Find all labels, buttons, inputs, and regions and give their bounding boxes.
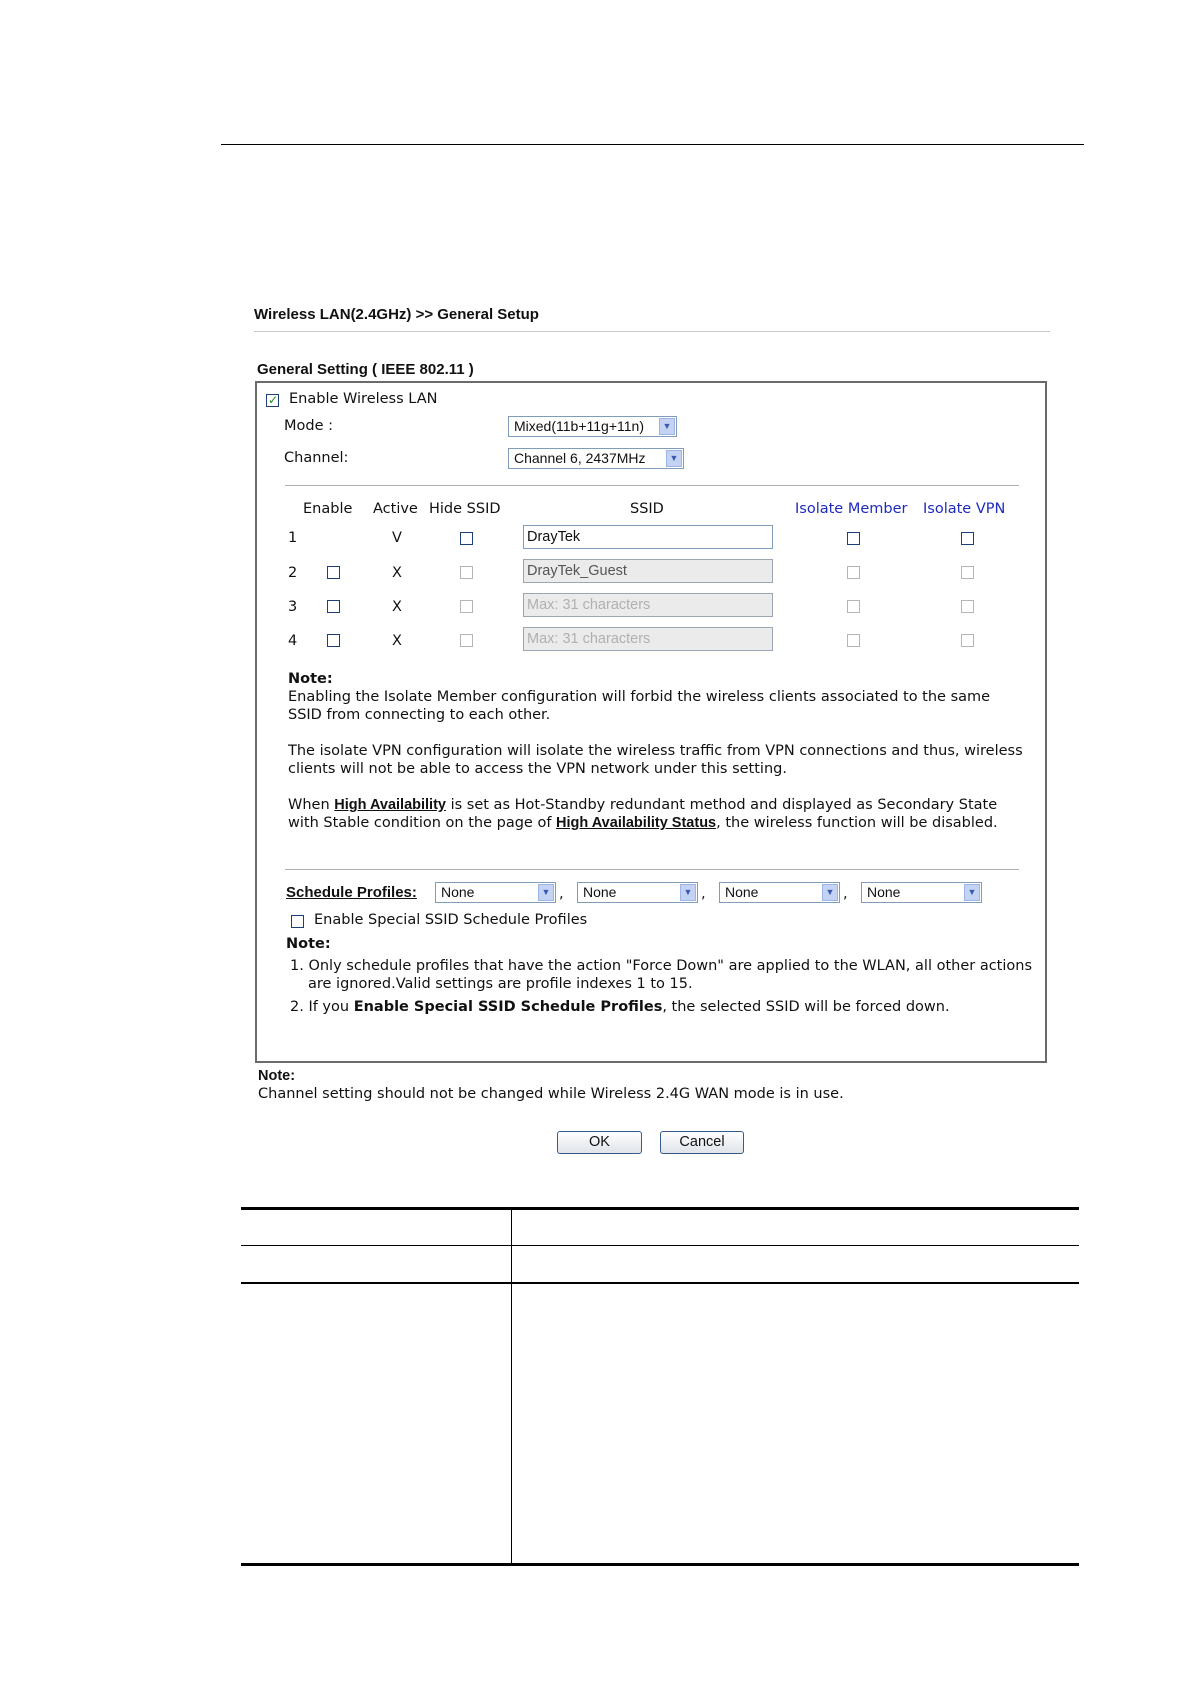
note-text: is set as Hot-Standby redundant method and displayed as Secondary State with Stable condition on the page of (288, 797, 998, 831)
enable-ssid-checkbox-4[interactable] (327, 632, 340, 645)
header-ssid: SSID (630, 501, 664, 517)
isolate-vpn-checkbox-3[interactable] (961, 598, 974, 611)
note-isolate-member: Enabling the Isolate Member configuration will forbid the wireless clients associated to the same SSID from connecting to each other. (288, 689, 991, 723)
schedule-profile-value: None (441, 884, 475, 900)
chevron-down-icon: ▼ (666, 450, 682, 467)
check-icon (266, 394, 279, 407)
page-title: Wireless LAN(2.4GHz) >> General Setup (254, 306, 539, 323)
isolate-vpn-checkbox-4[interactable] (961, 632, 974, 645)
divider (285, 485, 1019, 486)
ssid-row-index: 4 (288, 633, 298, 649)
chevron-down-icon: ▼ (659, 418, 675, 435)
ssid-input-2[interactable]: DrayTek_Guest (523, 559, 773, 583)
ssid-row-active: X (392, 633, 402, 649)
header-isolate-vpn: Isolate VPN (923, 501, 1006, 517)
schedule-profile-value: None (725, 884, 759, 900)
schedule-note-label: Note: (286, 936, 331, 952)
note-text: , the selected SSID will be forced down. (662, 999, 950, 1015)
isolate-vpn-checkbox-2[interactable] (961, 564, 974, 577)
section-caption: General Setting ( IEEE 802.11 ) (257, 361, 474, 378)
table-column-divider (511, 1207, 512, 1566)
table-row-rule (241, 1282, 1079, 1284)
enable-special-ssid-schedule-checkbox[interactable] (291, 913, 304, 926)
separator: , (559, 886, 564, 902)
bottom-note-label: Note: (258, 1068, 296, 1084)
enable-ssid-checkbox-2[interactable] (327, 564, 340, 577)
document-header-rule (221, 144, 1084, 145)
bottom-note-text: Channel setting should not be changed while Wireless 2.4G WAN mode is in use. (258, 1086, 844, 1102)
ssid-row-index: 1 (288, 530, 298, 546)
table-bottom-rule (241, 1563, 1079, 1566)
schedule-note-item-1: 1. Only schedule profiles that have the action "Force Down" are applied to the WLAN, all other actions are ignored.Valid settings are profile indexes 1 to 15. (290, 958, 1033, 992)
chevron-down-icon: ▼ (822, 884, 838, 901)
channel-select-value: Channel 6, 2437MHz (514, 450, 646, 466)
hide-ssid-checkbox-2[interactable] (460, 564, 473, 577)
header-active: Active (373, 501, 418, 517)
ssid-row-active: V (392, 530, 402, 546)
note-high-availability (288, 796, 1028, 832)
schedule-profile-select-1[interactable] (435, 882, 556, 903)
ssid-row-index: 2 (288, 565, 298, 581)
header-hide-ssid: Hide SSID (429, 501, 501, 517)
schedule-profile-select-3[interactable] (719, 882, 840, 903)
ssid-row-active: X (392, 599, 402, 615)
hide-ssid-checkbox-3[interactable] (460, 598, 473, 611)
header-isolate-member: Isolate Member (795, 501, 908, 517)
schedule-profile-value: None (583, 884, 617, 900)
isolate-vpn-checkbox-1[interactable] (961, 530, 974, 543)
channel-label: Channel: (284, 450, 349, 466)
chevron-down-icon: ▼ (538, 884, 554, 901)
isolate-member-checkbox-2[interactable] (847, 564, 860, 577)
header-enable: Enable (303, 501, 353, 517)
cancel-button[interactable]: Cancel (660, 1131, 744, 1154)
title-divider (254, 331, 1050, 332)
separator: , (843, 886, 848, 902)
enable-special-ssid-schedule-label: Enable Special SSID Schedule Profiles (314, 912, 588, 928)
schedule-note-item-2 (290, 998, 1022, 1016)
schedule-profiles-link[interactable]: Schedule Profiles: (286, 884, 417, 901)
separator: , (701, 886, 706, 902)
note-text: When (288, 797, 335, 813)
channel-select[interactable] (508, 448, 684, 469)
ssid-row-index: 3 (288, 599, 298, 615)
table-row-rule (241, 1245, 1079, 1246)
note-isolate-vpn: The isolate VPN configuration will isolate the wireless traffic from VPN connections and thus, wireless clients will not be able to access the VPN network under this setting. (288, 743, 1023, 777)
hide-ssid-checkbox-1[interactable] (460, 530, 473, 543)
ssid-input-3[interactable]: Max: 31 characters (523, 593, 773, 617)
enable-wlan-checkbox[interactable] (266, 392, 279, 405)
note-label: Note: (288, 671, 333, 687)
schedule-profile-select-4[interactable] (861, 882, 982, 903)
isolate-member-checkbox-1[interactable] (847, 530, 860, 543)
note-text: , the wireless function will be disabled. (716, 815, 998, 831)
divider (285, 869, 1019, 870)
chevron-down-icon: ▼ (680, 884, 696, 901)
schedule-profile-select-2[interactable] (577, 882, 698, 903)
mode-select[interactable] (508, 416, 677, 437)
ssid-input-1[interactable]: DrayTek (523, 525, 773, 549)
note-emphasis: Enable Special SSID Schedule Profiles (353, 999, 663, 1015)
note-text: 2. If you (290, 999, 354, 1015)
ssid-input-4[interactable]: Max: 31 characters (523, 627, 773, 651)
ssid-row-active: X (392, 565, 402, 581)
isolate-member-checkbox-4[interactable] (847, 632, 860, 645)
mode-label: Mode : (284, 418, 334, 434)
isolate-member-checkbox-3[interactable] (847, 598, 860, 611)
high-availability-link[interactable]: High Availability (334, 797, 446, 813)
chevron-down-icon: ▼ (964, 884, 980, 901)
table-top-rule (241, 1207, 1079, 1210)
enable-ssid-checkbox-3[interactable] (327, 598, 340, 611)
hide-ssid-checkbox-4[interactable] (460, 632, 473, 645)
enable-wlan-label: Enable Wireless LAN (289, 391, 438, 407)
ok-button[interactable]: OK (557, 1131, 642, 1154)
mode-select-value: Mixed(11b+11g+11n) (514, 418, 644, 434)
high-availability-status-link[interactable]: High Availability Status (556, 815, 717, 831)
schedule-profile-value: None (867, 884, 901, 900)
